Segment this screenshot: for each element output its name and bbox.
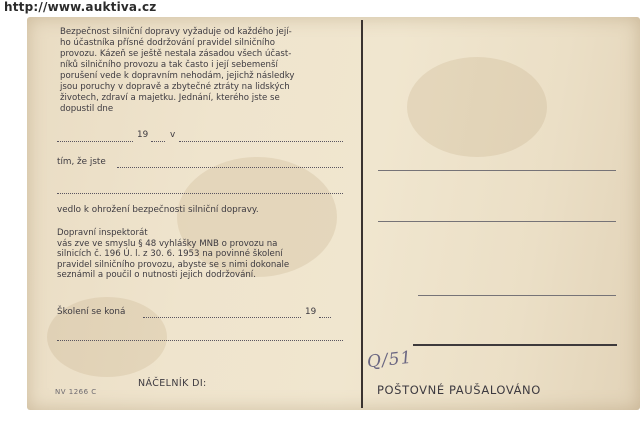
card-divider bbox=[361, 20, 363, 408]
training-blank-2 bbox=[57, 340, 343, 341]
address-line-3 bbox=[418, 295, 616, 296]
date-day-blank bbox=[57, 141, 133, 142]
address-line-1 bbox=[378, 170, 616, 171]
offense-blank-2 bbox=[57, 193, 343, 194]
postage-label: POŠTOVNÉ PAUŠALOVÁNO bbox=[377, 383, 541, 397]
training-year-label: 19 bbox=[305, 307, 317, 317]
vedlo-sentence: vedlo k ohrožení bezpečnosti silniční dopravy. bbox=[57, 205, 259, 215]
training-year-blank bbox=[319, 317, 331, 318]
skoleni-label: Školení se koná bbox=[57, 307, 126, 317]
watermark-url: http://www.auktiva.cz bbox=[4, 0, 157, 14]
form-code: NV 1266 C bbox=[55, 388, 97, 396]
date-year-blank bbox=[151, 141, 165, 142]
safety-paragraph: Bezpečnost silniční dopravy vyžaduje od každého její- ho účastníka přísné dodržování pravidel silničního provozu. Kázeň se ještě nestala zásadou všech účast- níků silničního provozu a tak často i její sebemenší porušení vede k dopravním nehodám, jejichž následky jsou poruchy v dopravě a zbytečné ztráty na lidských životech, zdraví a majetku. Jednání, kterého jste se dopustil dne bbox=[60, 27, 295, 114]
training-place-blank bbox=[143, 317, 301, 318]
date-place-label: v bbox=[170, 130, 176, 140]
invitation-paragraph: Dopravní inspektorát vás zve ve smyslu § 48 vyhlášky MNB o provozu na silnicích č. 196 Ú. l. z 30. 6. 1953 na povinné školení pravidel silničního provozu, abyste se s nimi dokonale seznámil a poučil o nutnosti jejich dodržování. bbox=[57, 228, 290, 281]
paper-stain bbox=[407, 57, 547, 157]
date-year-label: 19 bbox=[137, 130, 149, 140]
address-line-4 bbox=[413, 344, 617, 346]
offense-blank-1 bbox=[117, 167, 343, 168]
nacelnik-label: NÁČELNÍK DI: bbox=[138, 378, 207, 389]
tim-ze-jste-label: tím, že jste bbox=[57, 157, 106, 167]
handwritten-note: Q/51 bbox=[366, 347, 414, 373]
address-line-2 bbox=[378, 221, 616, 222]
postcard bbox=[27, 17, 640, 410]
date-place-blank bbox=[179, 141, 343, 142]
